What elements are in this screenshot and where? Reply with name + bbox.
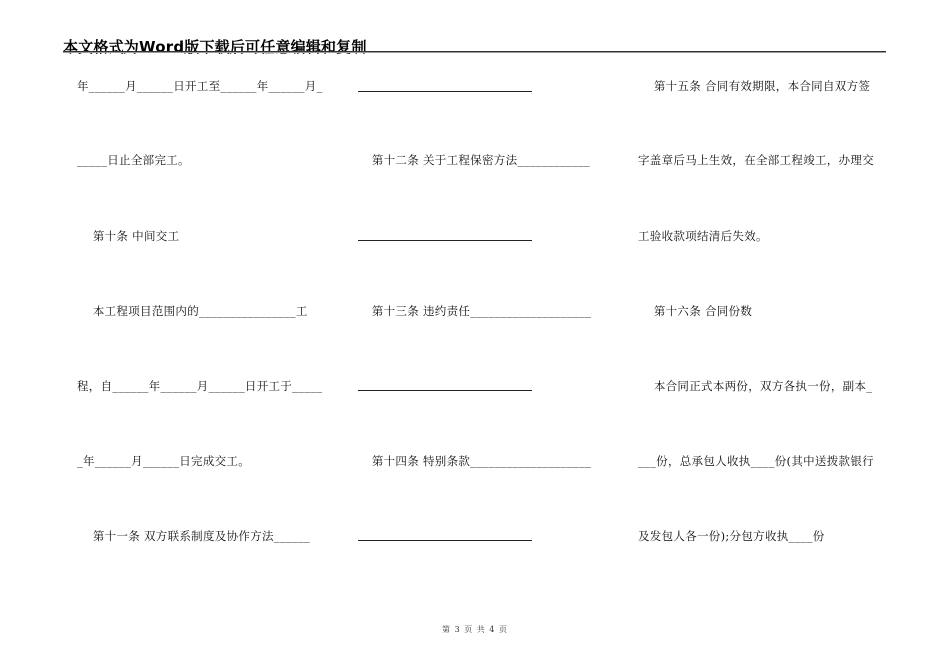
text-line: 第十五条 合同有效期限，本合同自双方签 — [638, 79, 871, 93]
text-line: 第十六条 合同份数 — [638, 304, 753, 318]
text-line: 本合同正式本两份，双方各执一份，副本_ — [638, 379, 873, 393]
text-line: 年______月______日开工至______年______月_ — [77, 79, 323, 93]
text-line: 第十条 中间交工 — [77, 229, 180, 243]
text-line: 第十四条 特别条款____________________ — [356, 454, 592, 468]
blank-fill-line — [358, 91, 532, 92]
blank-fill-line — [358, 540, 532, 541]
text-line: 工验收款项结清后失效。 — [638, 229, 768, 243]
text-line: 第十一条 双方联系制度及协作方法______ — [77, 529, 311, 543]
page-number: 第 3 页 共 4 页 — [442, 625, 508, 634]
document-header-title: 本文格式为Word版下载后可任意编辑和复制 — [63, 38, 367, 56]
column-3 — [638, 0, 888, 672]
column-1 — [77, 0, 327, 672]
text-line: 第十三条 违约责任____________________ — [356, 304, 592, 318]
blank-fill-line — [358, 240, 532, 241]
text-line: 第十二条 关于工程保密方法____________ — [356, 153, 590, 167]
column-2 — [356, 0, 606, 672]
text-line: 字盖章后马上生效，在全部工程竣工，办理交 — [638, 153, 874, 167]
text-line: 本工程项目范围内的________________工 — [77, 304, 308, 318]
blank-fill-line — [358, 390, 532, 391]
text-line: 程，自______年______月______日开工于_____ — [77, 379, 323, 393]
text-line: _____日止全部完工。 — [77, 153, 190, 167]
text-line: 及发包人各一份);分包方收执____份 — [638, 529, 825, 543]
text-line: ___份，总承包人收执____份(其中送拨款银行 — [638, 454, 874, 468]
text-line: _年______月______日完成交工。 — [77, 454, 251, 468]
